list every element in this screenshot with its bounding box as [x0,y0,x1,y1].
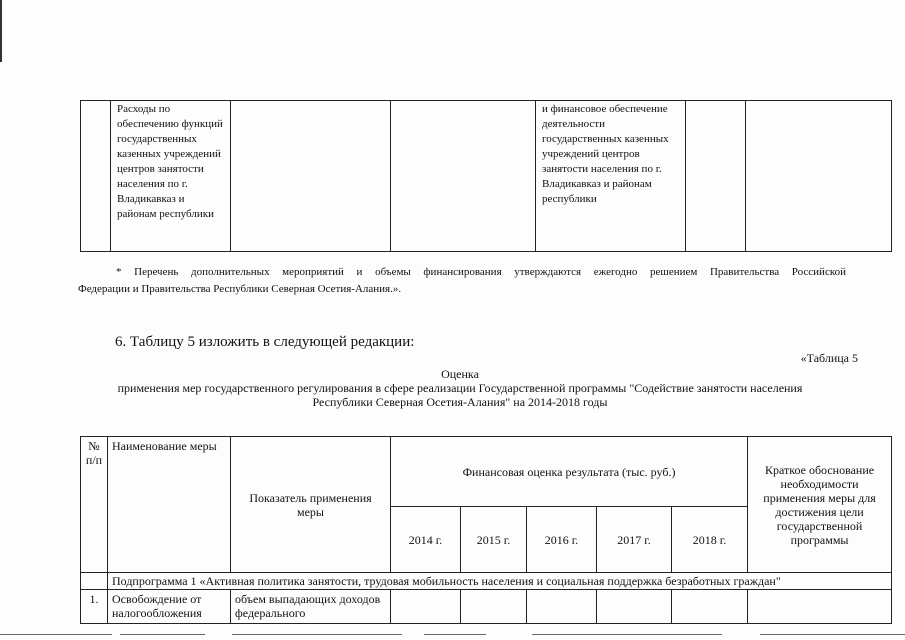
footnote-line-1: * Перечень дополнительных мероприятий и объемы финансирования утверждаются ежегодно решением Правительства Российской [116,266,846,278]
year-2018: 2018 г. [672,507,748,573]
scan-line [120,634,205,635]
cell-empty [527,590,597,624]
year-2015: 2015 г. [461,507,527,573]
header-row [81,437,892,507]
year-2014: 2014 г. [391,507,461,573]
year-2016: 2016 г. [527,507,597,573]
footnote-line-2: Федерации и Правительства Республики Северная Осетия-Алания.». [78,283,402,295]
header-num: № п/п [81,437,108,573]
cell-empty [597,590,672,624]
table-title [60,367,860,409]
cell-expense-description [536,101,686,252]
expense-description-text: и финансовое обеспечение деятельности государственных казенных учреждений центров занятости населения по г. Владикавказ и районам республики [542,103,669,205]
section-heading: 6. Таблицу 5 изложить в следующей редакции: [115,334,415,350]
row-name: Освобождение от налогообложения [108,590,231,624]
table-row [81,590,892,624]
scan-line [232,634,402,635]
cell-empty [746,101,892,252]
footnote [78,264,846,298]
expense-name-text: Расходы по обеспечению функций государственных казенных учреждений центров занятости населения по г. Владикавказ и районам республики [117,103,223,220]
subprogram-title: Подпрограмма 1 «Активная политика занятости, трудовая мобильность населения и социальная поддержка безработных граждан" [108,573,892,590]
header-justification: Краткое обоснование необходимости применения меры для достижения цели государственной программы [748,437,892,573]
header-finance: Финансовая оценка результата (тыс. руб.) [391,437,748,507]
cell-expense-name [111,101,231,252]
cell-empty [391,101,536,252]
cell-empty [672,590,748,624]
title-line-1: Оценка [441,367,479,381]
scan-line [424,634,486,635]
header-name: Наименование меры [108,437,231,573]
row-num: 1. [81,590,108,624]
row-indicator: объем выпадающих доходов федерального [231,590,391,624]
title-line-3: Республики Северная Осетия-Алания" на 2014-2018 годы [312,395,608,409]
cell-empty [81,101,111,252]
table-5 [80,436,892,624]
title-line-2: применения мер государственного регулирования в сфере реализации Государственной программы "Содействие занятости населения [117,381,803,395]
continuation-table [80,100,892,252]
subprogram-row [81,573,892,590]
cell-empty [686,101,746,252]
scan-line [760,634,905,635]
header-indicator: Показатель применения меры [231,437,391,573]
year-2017: 2017 г. [597,507,672,573]
scan-footer-lines [0,634,905,637]
page-edge-bar [0,0,2,62]
scan-line [0,634,112,635]
scan-line [532,634,722,635]
cell-empty [748,590,892,624]
cell-empty [81,573,108,590]
cell-empty [391,590,461,624]
table-row [81,101,892,252]
table-label: «Таблица 5 [800,351,858,365]
cell-empty [231,101,391,252]
cell-empty [461,590,527,624]
